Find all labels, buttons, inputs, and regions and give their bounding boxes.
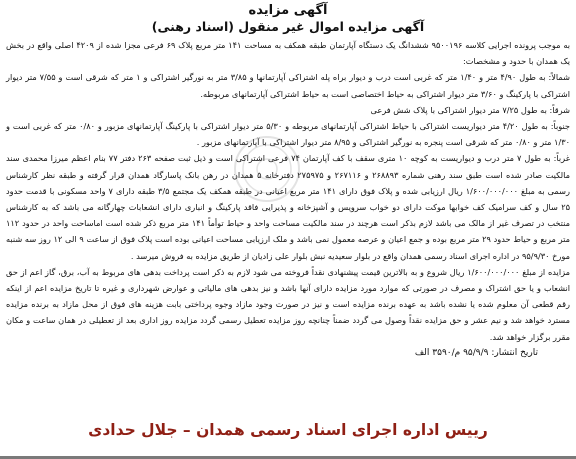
paragraph-west-details: غرباً: به طول ۷ متر درب و دیواریست به کوچه ۱۰ متری سقف با کف آپارتمان ۷۴ فرعی اشتراکی است و ذیل ثبت صفحه ۲۶۳ دفتر ۷۷ بنام اعظم میرزا محمدی سند مالکیت صادر شده است طبق سند رهنی شماره ۲۶۸۸۹۳ و ۲۶۷۱۱۶ و ۲۷۵۹۷۵ دفترخانه ۵ همدان در رهن بانک پاسارگاد همدان قرار گرفته و طبقه نظر کارشناس رسمی به مبلغ ۱/۶۰۰/۰۰۰/۰۰۰ ریال ارزیابی شده و پلاک فوق دارای ۱۴۱ متر مربع اعیانی در طبقه همکف یک مجتمع ۳/۵ طبقه دارای ۷ واحد مسکونی با قدمت حدود ۲۵ سال و کف سرامیک کف خوابها موکت دارای دو خواب سرویس و آشپزخانه و پذیرایی فاقد پارکینگ و انباری دارای انشعابات چهارگانه می باشد که به کارشناس منتخب در تصرف غیر از مالک می باشد لازم بذکر است هرچند در سند مالکیت مساحت واحد و حیاط توأماً ۱۴۱ متر مربع ذکر شده است اماساحت واحد در حدود ۱۱۲ متر مربع و حیاط حدود ۲۹ متر مربع بوده و جمع اعیان و عرصه معمول نمی باشد و ملک ارزیابی مساحت اعیانی بوده است پلاک فوق از ساعت ۹ الی ۱۲ روز سه شنبه مورخ ۹۵/۹/۳۰ در اداره اجرای اسناد رسمی همدان واقع در بلوار سعیدیه نبش بلوار علی زادیان از طریق مزایده به فروش میرسد . <box>6 153 570 261</box>
notice-subtitle: آگهی مزایده اموال غیر منقول (اسناد رهنی) <box>151 19 425 34</box>
paragraph-east: شرقاً: به طول ۷/۲۵ متر دیوار اشتراکی با پلاک شش فرعی <box>370 104 570 115</box>
notice-title: آگهی مزایده <box>248 3 328 18</box>
signature: رییس اداره اجرای اسناد رسمی همدان – جلال حدادی <box>88 421 488 439</box>
paragraph-intro: به موجب پرونده اجرایی کلاسه ۹۵۰۰۱۹۶ ششدانگ یک دستگاه آپارتمان طبقه همکف به مساحت ۱۴۱ متر مربع پلاک ۶۹ فرعی مجزا شده از ۴۲۰۹ اصلی واقع در بخش یک همدان با حدود و مشخصات: <box>6 40 570 67</box>
paragraph-terms: مزایده از مبلغ ۱/۶۰۰/۰۰۰/۰۰۰ ریال شروع و به بالاترین قیمت پیشنهادی نقداً فروخته می شود لازم به ذکر است پرداخت بدهی های مربوط به آب، برق، گاز اعم از حق انشعاب و یا حق اشتراک و مصرف در صورتی که موارد مورد مزایده دارای آنها باشد و نیز بدهی های مالیاتی و عوارض شهرداری و غیره تا تاریخ مزایده اعم از اینکه رقم قطعی آن معلوم شده یا نشده باشد به عهده برنده مزایده است و نیز در صورت وجود مازاد وجوه پرداختی بابت هزینه های فوق از محل مازاد به برنده مزایده مسترد خواهد شد و نیم عشر و حق مزایده نقداً وصول می گردد ضمناً چنانچه روز مزایده تعطیل رسمی گردد مزایده روز اداری بعد از تعطیلی در همان ساعت و مکان مقرر برگزار خواهد شد. <box>6 266 570 342</box>
paragraph-north: شمالاً: به طول ۴/۹۰ متر و ۱/۴۰ متر که غربی است درب و دیوار براه پله اشتراکی آپارتمانها و ۳/۸۵ متر به نورگیر اشتراکی و ۱ متر که شرقی است و ۷/۵۵ متر دیوار اشتراکی با پارکینگ و ۳/۶۰ متر دیوار اشتراکی به حیاط اختصاصی است به حیاط اشتراکی آپارتمانهای مربوطه. <box>6 72 571 99</box>
publication-date: تاریخ انتشار: ۹۵/۹/۹ م/۳۵۹۰ الف <box>414 347 538 358</box>
notice-body <box>6 37 570 345</box>
paragraph-south: جنوباً: به طول ۴/۲۰ متر دیواریست اشتراکی با حیاط اشتراکی آپارتمانهای مربوطه و ۵/۳۰ متر دیوار اشتراکی با پارکینگ آپارتمانهای مزبور و ۰/۸۰ متر که غربی است و ۱/۳۰ متر و ۰/۸۰ متر که شرقی است پنجره به نورگیر اشتراکی و ۸/۹۵ متر دیوار اشتراکی با آپارتمانهای مزبور . <box>6 121 570 148</box>
notice-header <box>6 2 570 35</box>
